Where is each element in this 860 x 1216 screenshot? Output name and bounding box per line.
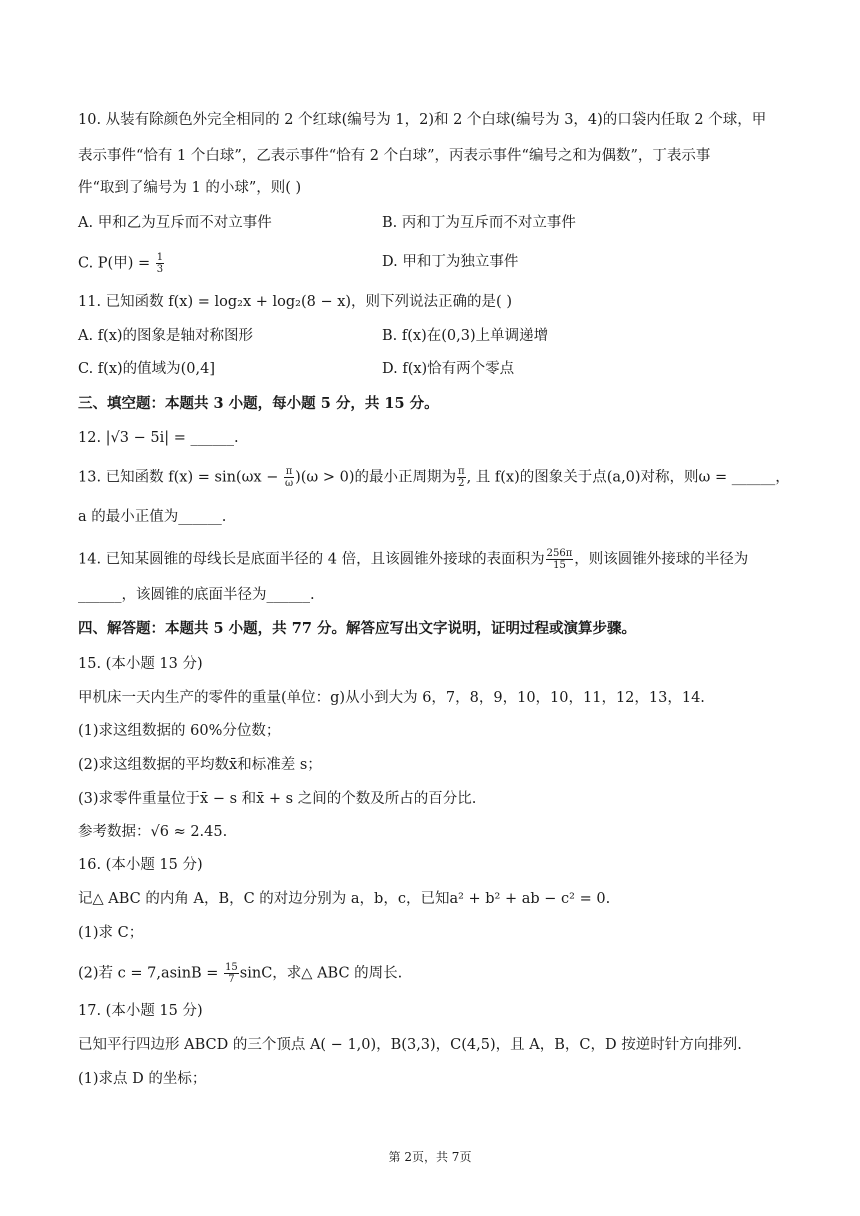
q16-part-2-text-b: sinC，求△ ABC 的周长. — [239, 965, 403, 982]
fraction-denominator: ω — [284, 478, 294, 489]
fraction-numerator: π — [285, 466, 293, 477]
q16-part-2 — [78, 962, 402, 985]
q13-line2: a 的最小正值为______. — [78, 509, 227, 525]
q11-option-a: A. f(x)的图象是轴对称图形 — [78, 328, 254, 344]
q16-part-2-text-a: (2)若 c = 7,asinB = — [78, 965, 224, 982]
fraction — [224, 962, 239, 985]
section-4-heading: 四、解答题：本题共 5 小题，共 77 分。解答应写出文字说明，证明过程或演算步骤。 — [78, 620, 636, 637]
q10-option-d: D. 甲和丁为独立事件 — [382, 254, 519, 270]
q16-part-1: (1)求 C； — [78, 925, 144, 941]
q10-option-c-text: C. P(甲) = — [78, 255, 155, 272]
q13-text-b: )(ω > 0)的最小正周期为 — [295, 469, 456, 486]
q17-heading: 17. (本小题 15 分) — [78, 1003, 203, 1019]
q14-text-a: 14. 已知某圆锥的母线长是底面半径的 4 倍，且该圆锥外接球的表面积为 — [78, 551, 545, 568]
fraction-numerator: 15 — [225, 962, 238, 973]
q10-option-c — [78, 252, 165, 275]
q10-line2: 表示事件“恰有 1 个白球”，乙表示事件“恰有 2 个白球”，丙表示事件“编号之和为偶数”，丁表示事 — [78, 148, 711, 164]
q17-part-1: (1)求点 D 的坐标； — [78, 1071, 207, 1087]
q14-line2: ______，该圆锥的底面半径为______. — [78, 587, 315, 603]
fraction-denominator: 15 — [553, 560, 566, 571]
q12: 12. |√3 − 5i| = ______. — [78, 430, 239, 446]
q13-line1 — [78, 466, 790, 489]
q15-part-3: (3)求零件重量位于x̄ − s 和x̄ + s 之间的个数及所占的百分比. — [78, 791, 477, 807]
q11-option-d: D. f(x)恰有两个零点 — [382, 361, 515, 377]
q15-stem: 甲机床一天内生产的零件的重量(单位：g)从小到大为 6，7，8，9，10，10，11，12，13，14. — [78, 690, 705, 706]
q11-stem: 11. 已知函数 f(x) = log₂x + log₂(8 − x)，则下列说法正确的是( ) — [78, 294, 512, 310]
fraction-numerator: 1 — [156, 252, 164, 263]
fraction — [284, 466, 294, 489]
q16-heading: 16. (本小题 15 分) — [78, 857, 203, 873]
fraction-denominator: 2 — [458, 478, 465, 489]
q14-text-b: ，则该圆锥外接球的半径为 — [574, 551, 749, 568]
q15-reference: 参考数据：√6 ≈ 2.45. — [78, 824, 228, 840]
q10-option-b: B. 丙和丁为互斥而不对立事件 — [382, 215, 576, 231]
fraction-numerator: 256π — [546, 548, 573, 559]
q15-heading: 15. (本小题 13 分) — [78, 656, 203, 672]
q10-option-a: A. 甲和乙为互斥而不对立事件 — [78, 215, 272, 231]
q11-option-c: C. f(x)的值域为(0,4] — [78, 361, 216, 377]
q11-option-b: B. f(x)在(0,3)上单调递增 — [382, 328, 549, 344]
q13-text-a: 13. 已知函数 f(x) = sin(ωx − — [78, 469, 283, 486]
fraction — [457, 466, 466, 489]
fraction-numerator: π — [458, 466, 465, 477]
section-3-heading: 三、填空题：本题共 3 小题，每小题 5 分，共 15 分。 — [78, 395, 439, 412]
q13-text-c: , 且 f(x)的图象关于点(a,0)对称，则ω = ______， — [466, 469, 790, 486]
fraction-denominator: 7 — [228, 974, 235, 985]
q16-stem: 记△ ABC 的内角 A，B，C 的对边分别为 a，b，c，已知a² + b² + ab − c² = 0. — [78, 891, 611, 907]
q10-line3: 件“取到了编号为 1 的小球”，则( ) — [78, 180, 302, 196]
q10-line1: 10. 从装有除颜色外完全相同的 2 个红球(编号为 1，2)和 2 个白球(编号为 3，4)的口袋内任取 2 个球，甲 — [78, 112, 767, 128]
page-footer: 第 2页，共 7页 — [388, 1150, 472, 1164]
q17-stem: 已知平行四边形 ABCD 的三个顶点 A( − 1,0)，B(3,3)，C(4,5)，且 A，B，C，D 按逆时针方向排列. — [78, 1037, 742, 1053]
fraction-denominator: 3 — [156, 264, 164, 275]
q14-line1 — [78, 548, 748, 571]
fraction — [546, 548, 574, 571]
q15-part-2: (2)求这组数据的平均数x̄和标准差 s； — [78, 757, 322, 773]
fraction — [156, 252, 164, 275]
q15-part-1: (1)求这组数据的 60%分位数； — [78, 723, 281, 739]
